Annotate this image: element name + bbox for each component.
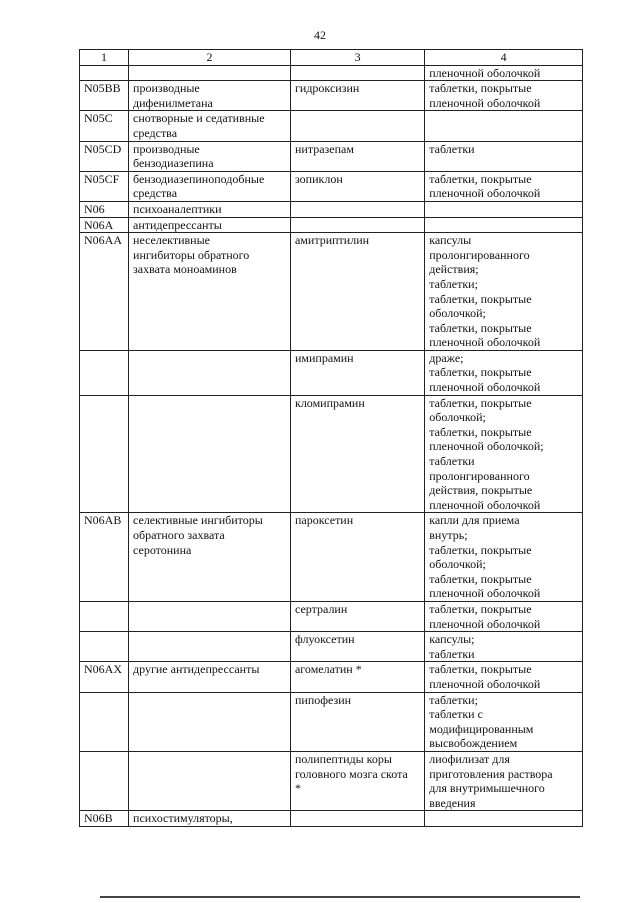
drug-cell: агомелатин * (290, 662, 424, 692)
atc-code-cell (80, 692, 129, 751)
drug-cell: амитриптилин (290, 233, 424, 351)
group-cell: селективные ингибиторы обратного захвата серотонина (129, 513, 291, 602)
atc-code-cell (80, 601, 129, 631)
dosage-form-cell (425, 111, 583, 141)
atc-code-cell: N06 (80, 201, 129, 217)
atc-code-cell (80, 751, 129, 810)
atc-code-cell: N06AA (80, 233, 129, 351)
drug-cell (290, 111, 424, 141)
bottom-divider (100, 896, 580, 898)
drug-cell (290, 217, 424, 233)
group-cell (129, 751, 291, 810)
dosage-form-cell: капли для приема внутрь; таблетки, покрытые оболочкой; таблетки, покрытые пленочной оболочкой (425, 513, 583, 602)
table-row (80, 81, 583, 111)
dosage-form-cell: драже; таблетки, покрытые пленочной оболочкой (425, 350, 583, 395)
drug-cell: пипофезин (290, 692, 424, 751)
dosage-form-cell: таблетки; таблетки с модифицированным высвобождением (425, 692, 583, 751)
dosage-form-cell: пленочной оболочкой (425, 65, 583, 81)
group-cell (129, 65, 291, 81)
drug-cell: кломипрамин (290, 395, 424, 513)
dosage-form-cell: таблетки, покрытые оболочкой; таблетки, покрытые пленочной оболочкой; таблетки пролонгированного действия, покрытые пленочной оболочкой (425, 395, 583, 513)
dosage-form-cell: таблетки, покрытые пленочной оболочкой (425, 662, 583, 692)
table-row (80, 601, 583, 631)
dosage-form-cell: таблетки, покрытые пленочной оболочкой (425, 171, 583, 201)
drug-table (79, 49, 583, 827)
table-row (80, 692, 583, 751)
dosage-form-cell (425, 201, 583, 217)
table-row (80, 233, 583, 351)
group-cell: неселективные ингибиторы обратного захвата моноаминов (129, 233, 291, 351)
table-row (80, 141, 583, 171)
atc-code-cell: N06AX (80, 662, 129, 692)
table-row (80, 513, 583, 602)
column-header-4: 4 (425, 50, 583, 66)
column-header-1: 1 (80, 50, 129, 66)
column-header-2: 2 (129, 50, 291, 66)
drug-cell: сертралин (290, 601, 424, 631)
dosage-form-cell: таблетки (425, 141, 583, 171)
atc-code-cell (80, 350, 129, 395)
atc-code-cell (80, 395, 129, 513)
drug-cell: нитразепам (290, 141, 424, 171)
group-cell: психоаналептики (129, 201, 291, 217)
table-row (80, 662, 583, 692)
drug-cell: полипептиды коры головного мозга скота * (290, 751, 424, 810)
group-cell: производные бензодиазепина (129, 141, 291, 171)
drug-cell: флуоксетин (290, 632, 424, 662)
page-number: 42 (314, 28, 326, 42)
dosage-form-cell (425, 811, 583, 827)
table-header-row (80, 50, 583, 66)
drug-cell (290, 201, 424, 217)
atc-code-cell: N05BB (80, 81, 129, 111)
drug-cell: пароксетин (290, 513, 424, 602)
table-row (80, 171, 583, 201)
table-row (80, 350, 583, 395)
drug-cell: зопиклон (290, 171, 424, 201)
table-row (80, 65, 583, 81)
table-row (80, 632, 583, 662)
table-row (80, 395, 583, 513)
drug-cell: гидроксизин (290, 81, 424, 111)
group-cell: другие антидепрессанты (129, 662, 291, 692)
dosage-form-cell: лиофилизат для приготовления раствора для внутримышечного введения (425, 751, 583, 810)
dosage-form-cell: капсулы; таблетки (425, 632, 583, 662)
group-cell (129, 692, 291, 751)
group-cell: производные дифенилметана (129, 81, 291, 111)
drug-cell (290, 65, 424, 81)
group-cell: бензодиазепиноподобные средства (129, 171, 291, 201)
drug-cell (290, 811, 424, 827)
group-cell (129, 632, 291, 662)
dosage-form-cell (425, 217, 583, 233)
group-cell (129, 601, 291, 631)
atc-code-cell: N06AB (80, 513, 129, 602)
atc-code-cell (80, 632, 129, 662)
column-header-3: 3 (290, 50, 424, 66)
drug-cell: имипрамин (290, 350, 424, 395)
table-row (80, 111, 583, 141)
group-cell (129, 350, 291, 395)
table-row (80, 811, 583, 827)
group-cell (129, 395, 291, 513)
table-row (80, 217, 583, 233)
atc-code-cell: N05CF (80, 171, 129, 201)
dosage-form-cell: таблетки, покрытые пленочной оболочкой (425, 81, 583, 111)
group-cell: психостимуляторы, (129, 811, 291, 827)
table-row (80, 201, 583, 217)
dosage-form-cell: таблетки, покрытые пленочной оболочкой (425, 601, 583, 631)
atc-code-cell: N06A (80, 217, 129, 233)
group-cell: антидепрессанты (129, 217, 291, 233)
atc-code-cell: N06B (80, 811, 129, 827)
atc-code-cell: N05C (80, 111, 129, 141)
atc-code-cell (80, 65, 129, 81)
atc-code-cell: N05CD (80, 141, 129, 171)
table-row (80, 751, 583, 810)
dosage-form-cell: капсулы пролонгированного действия; таблетки; таблетки, покрытые оболочкой; таблетки, покрытые пленочной оболочкой (425, 233, 583, 351)
group-cell: снотворные и седативные средства (129, 111, 291, 141)
